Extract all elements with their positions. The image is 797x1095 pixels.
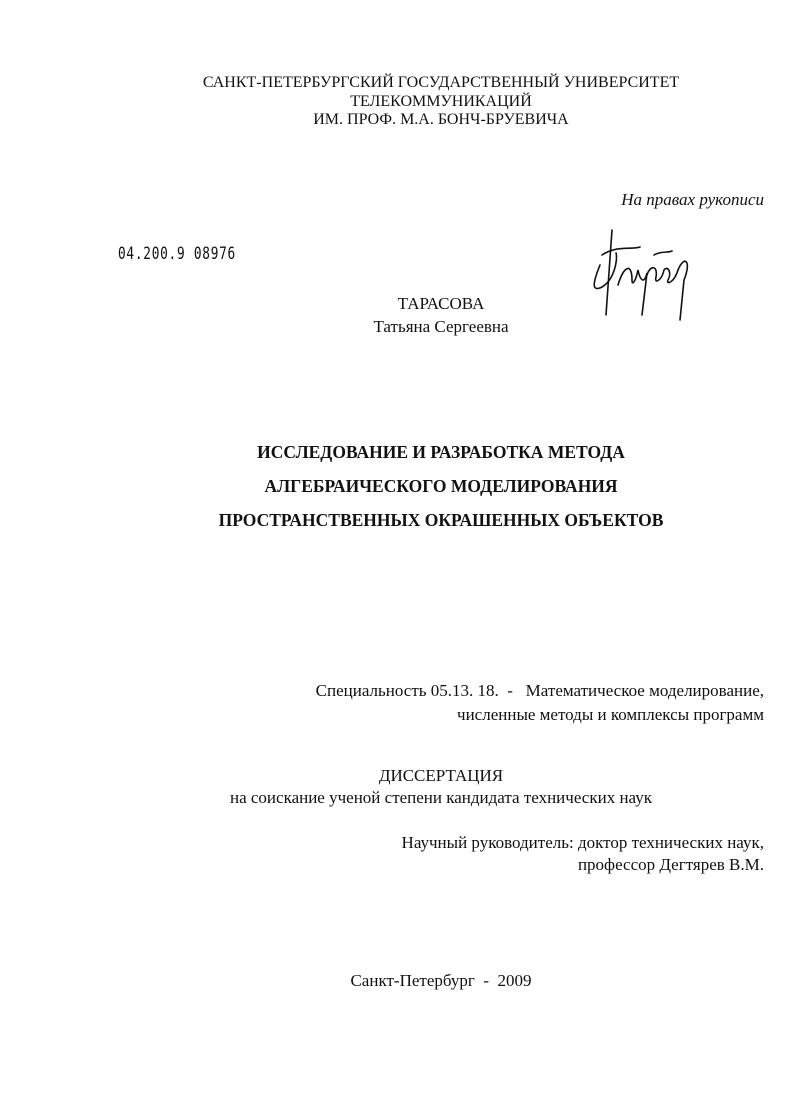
library-stamp-number: 04.200.9 08976 [118,244,236,264]
thesis-title-line-3: ПРОСТРАНСТВЕННЫХ ОКРАШЕННЫХ ОБЪЕКТОВ [218,510,664,530]
author-surname: ТАРАСОВА [397,294,485,313]
university-name-line-1: САНКТ-ПЕТЕРБУРГСКИЙ ГОСУДАРСТВЕННЫЙ УНИВЕРСИТЕТ [202,74,680,91]
degree-purpose: на соискание ученой степени кандидата технических наук [229,788,652,807]
city-year: Санкт-Петербург - 2009 [350,971,532,990]
thesis-title-line-1: ИССЛЕДОВАНИЕ И РАЗРАБОТКА МЕТОДА [257,442,625,462]
specialty-line-2: численные методы и комплексы программ [457,705,764,724]
thesis-title-line-2: АЛГЕБРАИЧЕСКОГО МОДЕЛИРОВАНИЯ [264,476,618,496]
manuscript-note: На правах рукописи [621,190,764,209]
university-name-line-2: ТЕЛЕКОММУНИКАЦИЙ [350,93,532,110]
author-name: Татьяна Сергеевна [373,317,509,336]
university-name-line-3: ИМ. ПРОФ. М.А. БОНЧ-БРУЕВИЧА [313,111,569,128]
supervisor-line-1: Научный руководитель: доктор технических наук, [401,833,764,852]
specialty-line-1: Специальность 05.13. 18. - Математическое моделирование, [315,681,764,700]
document-type: ДИССЕРТАЦИЯ [378,766,504,785]
supervisor-line-2: профессор Дегтярев В.М. [577,855,764,874]
